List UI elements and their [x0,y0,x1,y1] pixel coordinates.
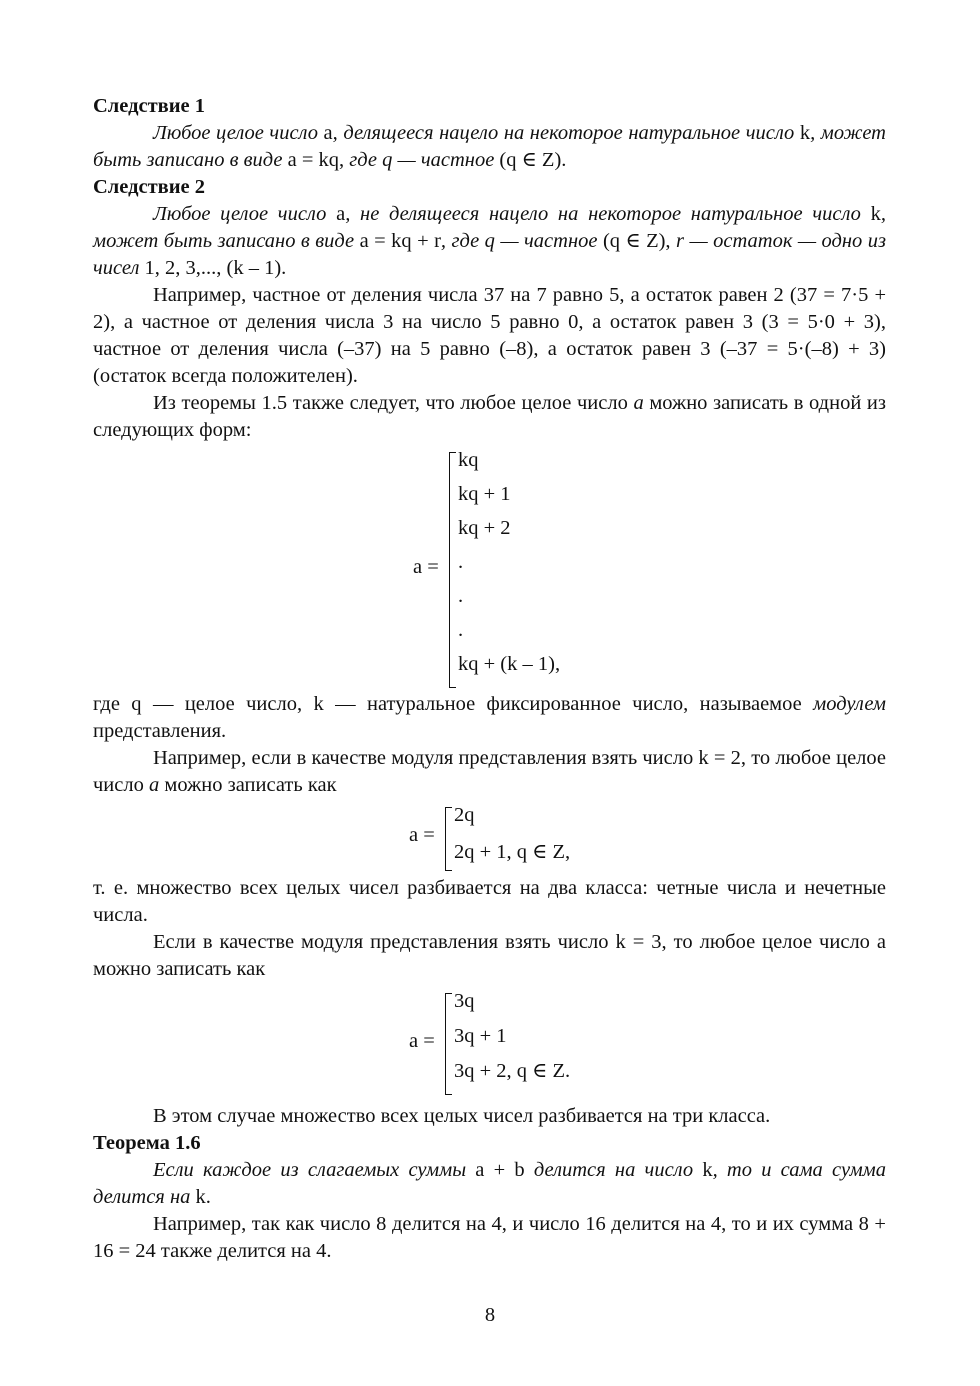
system-row: 2q [454,804,475,826]
example-division: Например, частное от деления числа 37 на 7 равно 5, а остаток равен 2 (37 = 7·5 + 2), а частное от деления числа 3 на число 5 равно 0, а остаток равен 3 (3 = 5·0 + 3), частное от деления числа (–37) на 5 равно (–8), а остаток равен 3 (–37 = 5·(–8) + 3) (остаток всегда положителен). [93,284,887,387]
theorem-1-6-title: Теорема 1.6 [93,1132,201,1154]
system-row: . [458,619,464,641]
system-k2 [93,799,886,875]
system-row: 3q + 2, q ∈ Z. [454,1060,571,1082]
system-row: 3q + 1 [454,1025,507,1047]
system-lhs: a = [413,556,439,578]
system-bracket [449,452,456,688]
three-classes-text: В этом случае множество всех целых чисел разбивается на три класса. [153,1105,771,1127]
system-lhs: a = [409,824,435,846]
theorem-1-5-consequence: Из теоремы 1.5 также следует, что любое целое число a можно записать в одной из следующих форм: [93,392,886,441]
system-row: kq [458,449,479,471]
system-row: kq + 2 [458,517,511,539]
modulus-definition: где q — целое число, k — натуральное фиксированное число, называемое модулем представления. [93,693,886,742]
system-row: . [458,585,464,607]
system-row: 3q [454,990,475,1012]
system-k-forms [93,444,886,691]
example-k2: Например, если в качестве модуля представления взять число k = 2, то любое целое число a можно записать как [93,747,886,796]
page-content [93,93,886,1265]
example-sum: Например, так как число 8 делится на 4, и число 16 делится на 4, то и их сумма 8 + 16 = 24 также делится на 4. [93,1213,886,1262]
system-lhs: a = [409,1030,435,1052]
system-bracket [445,993,452,1095]
corollary-1-text: Любое целое число a, делящееся нацело на некоторое натуральное число k, может быть записано в виде a = kq, где q — частное (q ∈ Z). [93,122,886,171]
corollary-1-title: Следствие 1 [93,95,206,117]
theorem-1-6-text: Если каждое из слагаемых суммы a + b делится на число k, то и сама сумма делится на k. [93,1159,886,1208]
two-classes-text: т. е. множество всех целых чисел разбивается на два класса: четные числа и нечетные числа. [93,877,886,926]
system-row: . [458,551,464,573]
system-k3 [93,983,886,1103]
example-k3: Если в качестве модуля представления взять число k = 3, то любое целое число a можно записать как [93,931,887,980]
system-row: 2q + 1, q ∈ Z, [454,841,571,863]
system-row: kq + (k – 1), [458,653,561,675]
corollary-2-text: Любое целое число a, не делящееся нацело на некоторое натуральное число k, может быть записано в виде a = kq + r, где q — частное (q ∈ Z), r — остаток — одно из чисел 1, 2, 3,..., (k – 1). [93,203,887,279]
system-bracket [445,807,452,871]
page-number: 8 [484,1304,496,1326]
corollary-2-title: Следствие 2 [93,176,206,198]
system-row: kq + 1 [458,483,511,505]
